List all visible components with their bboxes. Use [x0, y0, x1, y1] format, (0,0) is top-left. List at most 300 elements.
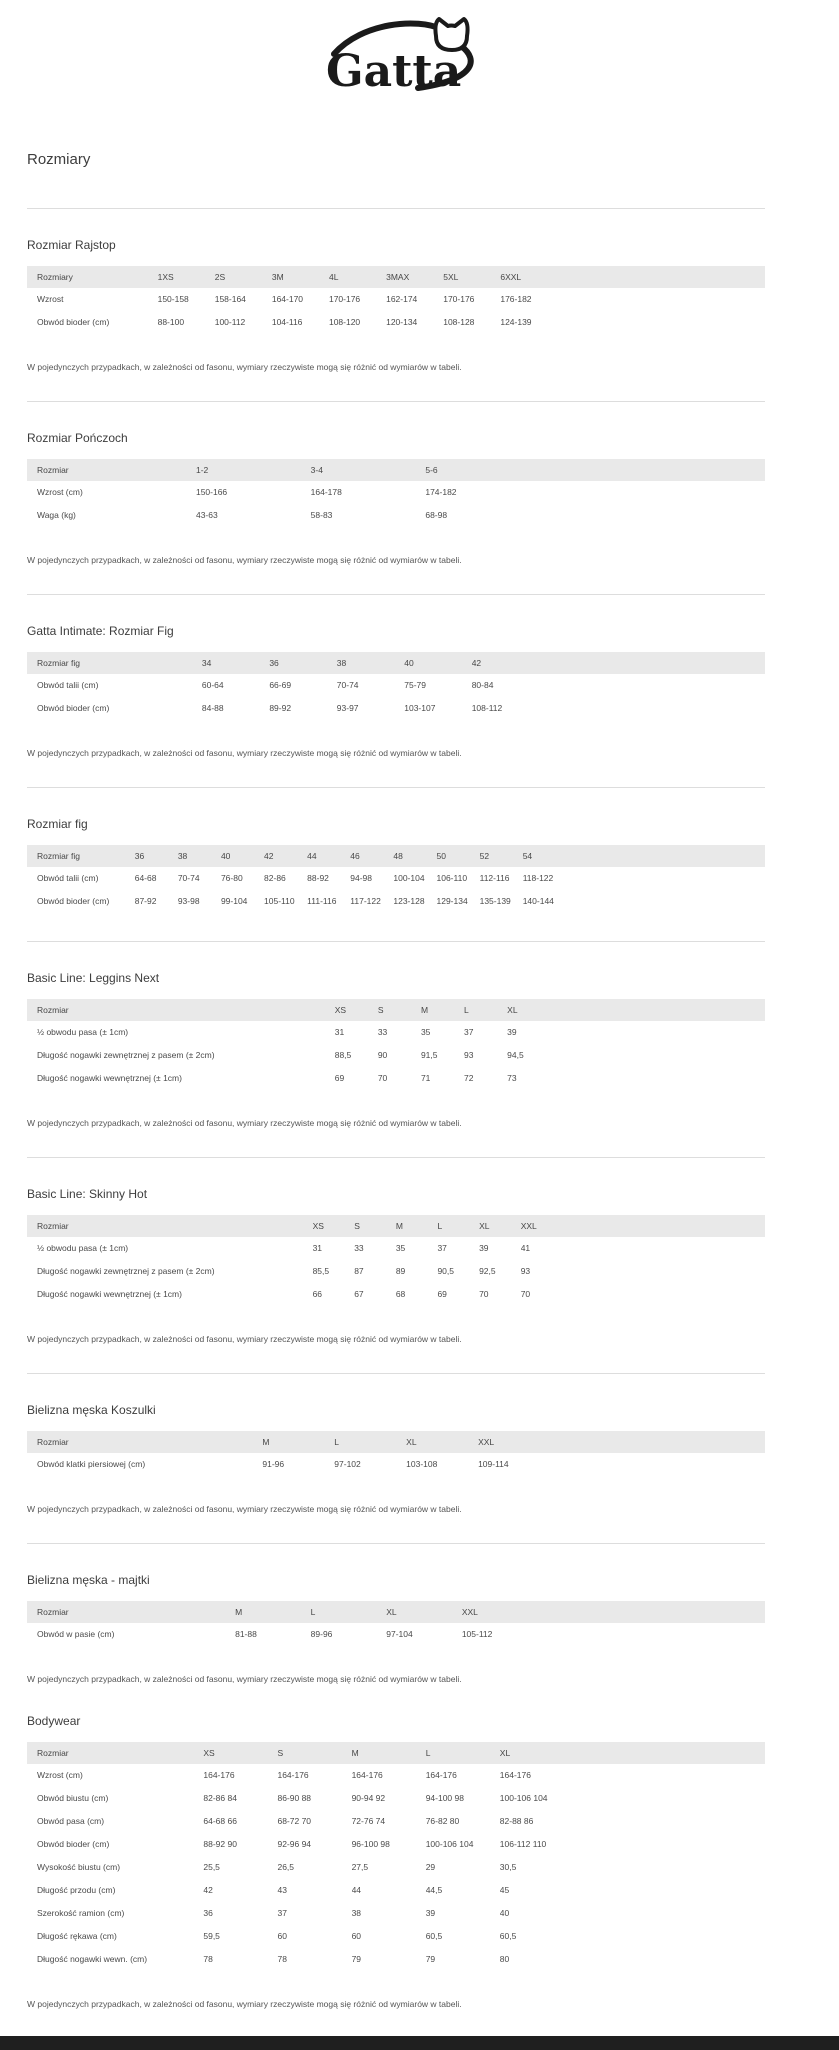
cell-value: 66 — [312, 1289, 323, 1299]
column-header: M — [262, 1431, 334, 1453]
cell-value: 90 — [377, 1050, 388, 1060]
cell-value: 79 — [351, 1954, 362, 1964]
table-row — [27, 674, 765, 697]
cell-value: 27,5 — [351, 1862, 369, 1872]
cell-value: 70 — [377, 1073, 388, 1083]
cell-value: 68-72 70 — [277, 1816, 312, 1826]
filler-cell — [574, 1902, 765, 1925]
cell-value: 135-139 — [479, 896, 511, 906]
column-header: S — [378, 999, 421, 1021]
cell-value: 82-86 — [264, 873, 286, 883]
section-heading: Bielizna męska Koszulki — [27, 1403, 156, 1417]
cell-value: 44,5 — [425, 1885, 443, 1895]
cell-value: 66-69 — [269, 680, 292, 690]
section-divider — [27, 787, 765, 788]
column-header: 46 — [350, 845, 393, 867]
cell-value: 162-174 — [386, 294, 418, 304]
column-header: 36 — [135, 845, 178, 867]
cell-value: 42 — [203, 1885, 213, 1895]
size-table — [27, 459, 765, 527]
cell-value: 60,5 — [425, 1931, 443, 1941]
row-label: Obwód talii (cm) — [37, 680, 99, 690]
table-row — [27, 1067, 765, 1090]
column-header: Rozmiar — [27, 1601, 235, 1623]
cell-value: 117-122 — [350, 896, 381, 906]
filler-cell — [562, 1260, 765, 1283]
cell-value: 92,5 — [479, 1266, 496, 1276]
table-note: W pojedynczych przypadkach, w zależności od fasonu, wymiary rzeczywiste mogą się różnić od wymiarów w tabeli. — [27, 362, 462, 372]
section-heading: Rozmiar fig — [27, 817, 88, 831]
cell-value: 93-98 — [177, 896, 200, 906]
cell-value: 78 — [203, 1954, 213, 1964]
section-divider — [27, 941, 765, 942]
gatta-logo — [300, 14, 490, 100]
table-row — [27, 1856, 765, 1879]
size-section — [27, 1404, 765, 1515]
table-header-row — [27, 1742, 765, 1764]
column-header: L — [311, 1601, 387, 1623]
filler-cell — [550, 999, 765, 1021]
section-heading: Rozmiar Pończoch — [27, 431, 128, 445]
cell-value: 100-104 — [393, 873, 425, 883]
size-section — [27, 1715, 765, 2010]
cell-value: 164-178 — [310, 487, 342, 497]
section-divider — [27, 1157, 765, 1158]
cell-value: 31 — [334, 1027, 345, 1037]
filler-cell — [550, 1431, 765, 1453]
size-section — [27, 432, 765, 566]
section-heading: Gatta Intimate: Rozmiar Fig — [27, 624, 174, 638]
size-section — [27, 1574, 765, 1685]
cell-value: 39 — [479, 1243, 489, 1253]
cell-value: 89 — [395, 1266, 406, 1276]
cell-value: 164-170 — [271, 294, 304, 304]
table-note: W pojedynczych przypadkach, w zależności od fasonu, wymiary rzeczywiste mogą się różnić od wymiarów w tabeli. — [27, 1504, 462, 1514]
table-row — [27, 1810, 765, 1833]
row-label: Długość nogawki zewnętrznej z pasem (± 2cm) — [37, 1266, 215, 1276]
cell-value: 93 — [520, 1266, 531, 1276]
logo-wordmark: Gatta — [325, 46, 461, 97]
column-header: 5-6 — [425, 459, 540, 481]
row-label: Obwód bioder (cm) — [37, 317, 110, 327]
cell-value: 84-88 — [201, 703, 224, 713]
cell-value: 92-96 94 — [277, 1839, 312, 1849]
table-row — [27, 1237, 765, 1260]
page-title: Rozmiary — [27, 151, 91, 168]
cell-value: 60-64 — [201, 680, 224, 690]
cell-value: 88-100 — [157, 317, 185, 327]
cell-value: 150-166 — [195, 487, 228, 497]
column-header: M — [421, 999, 464, 1021]
cell-value: 30,5 — [499, 1862, 517, 1872]
table-row — [27, 1453, 765, 1476]
cell-value: 174-182 — [425, 487, 457, 497]
filler-cell — [539, 697, 765, 720]
column-header: M — [235, 1601, 311, 1623]
column-header: 3M — [272, 266, 329, 288]
cell-value: 70-74 — [177, 873, 200, 883]
cell-value: 76-80 — [220, 873, 243, 883]
column-header: 52 — [480, 845, 523, 867]
cell-value: 58-83 — [310, 510, 333, 520]
section-heading: Basic Line: Leggins Next — [27, 971, 160, 985]
row-label: Długość nogawki zewnętrznej z pasem (± 2cm) — [37, 1050, 215, 1060]
column-header: 44 — [307, 845, 350, 867]
cell-value: 71 — [420, 1073, 431, 1083]
cell-value: 37 — [277, 1908, 287, 1918]
filler-cell — [540, 459, 765, 481]
cell-value: 85,5 — [312, 1266, 330, 1276]
cell-value: 39 — [425, 1908, 436, 1918]
cell-value: 67 — [354, 1289, 364, 1299]
cell-value: 68 — [395, 1289, 406, 1299]
cell-value: 112-116 — [479, 873, 510, 883]
table-row — [27, 1879, 765, 1902]
column-header: 1-2 — [196, 459, 311, 481]
filler-cell — [574, 1948, 765, 1971]
cell-value: 72 — [464, 1073, 474, 1083]
column-header: 40 — [404, 652, 471, 674]
footer-bar — [0, 2036, 839, 2050]
column-header: 34 — [202, 652, 269, 674]
row-label: ½ obwodu pasa (± 1cm) — [37, 1243, 129, 1253]
table-row — [27, 1833, 765, 1856]
section-heading: Rozmiar Rajstop — [27, 238, 116, 252]
cell-value: 97-102 — [334, 1459, 361, 1469]
cell-value: 100-106 104 — [425, 1839, 474, 1849]
filler-cell — [540, 481, 765, 504]
filler-cell — [550, 1021, 765, 1044]
section-heading: Bodywear — [27, 1714, 81, 1728]
cell-value: 80-84 — [471, 680, 494, 690]
cell-value: 105-110 — [264, 896, 295, 906]
cell-value: 97-104 — [386, 1629, 413, 1639]
row-label: Waga (kg) — [37, 510, 76, 520]
table-header-row — [27, 1431, 765, 1453]
cell-value: 103-108 — [406, 1459, 438, 1469]
column-header: L — [334, 1431, 406, 1453]
size-table — [27, 1215, 765, 1306]
filler-cell — [574, 1879, 765, 1902]
table-header-row — [27, 652, 765, 674]
cell-value: 158-164 — [214, 294, 246, 304]
cell-value: 43-63 — [195, 510, 218, 520]
table-row — [27, 1787, 765, 1810]
row-label: Długość rękawa (cm) — [37, 1931, 117, 1941]
column-header: 6XXL — [500, 266, 557, 288]
cell-value: 170-176 — [328, 294, 361, 304]
cell-value: 88-92 90 — [203, 1839, 237, 1849]
column-header: L — [426, 1742, 500, 1764]
cell-value: 106-110 — [436, 873, 468, 883]
sections — [27, 239, 765, 2010]
filler-cell — [566, 845, 765, 867]
cell-value: 29 — [425, 1862, 436, 1872]
cell-value: 90-94 92 — [351, 1793, 386, 1803]
column-header: 1XS — [158, 266, 215, 288]
cell-value: 93-97 — [336, 703, 359, 713]
filler-cell — [537, 1601, 765, 1623]
column-header: Rozmiary — [27, 266, 158, 288]
column-header: 54 — [523, 845, 566, 867]
row-label: Wzrost (cm) — [37, 487, 83, 497]
column-header: 2S — [215, 266, 272, 288]
size-section — [27, 239, 765, 373]
column-header: 36 — [269, 652, 336, 674]
cell-value: 94,5 — [507, 1050, 524, 1060]
cell-value: 124-139 — [500, 317, 532, 327]
table-header-row — [27, 845, 765, 867]
column-header: Rozmiar — [27, 999, 335, 1021]
cell-value: 88-92 — [307, 873, 329, 883]
table-row — [27, 288, 765, 311]
cell-value: 164-176 — [351, 1770, 383, 1780]
cell-value: 164-176 — [425, 1770, 457, 1780]
cell-value: 109-114 — [478, 1459, 509, 1469]
row-label: Obwód biustu (cm) — [37, 1793, 109, 1803]
column-header: XL — [406, 1431, 478, 1453]
filler-cell — [566, 890, 765, 913]
cell-value: 37 — [437, 1243, 447, 1253]
table-header-row — [27, 1601, 765, 1623]
table-header-row — [27, 266, 765, 288]
top-divider — [27, 208, 765, 209]
table-row — [27, 1764, 765, 1787]
cell-value: 45 — [499, 1885, 510, 1895]
size-table — [27, 999, 765, 1090]
column-header: Rozmiar — [27, 1215, 313, 1237]
cell-value: 104-116 — [271, 317, 303, 327]
filler-cell — [537, 1623, 765, 1646]
column-header: XXL — [521, 1215, 563, 1237]
column-header: 4L — [329, 266, 386, 288]
cell-value: 86-90 88 — [277, 1793, 312, 1803]
table-row — [27, 1902, 765, 1925]
table-note: W pojedynczych przypadkach, w zależności od fasonu, wymiary rzeczywiste mogą się różnić od wymiarów w tabeli. — [27, 1999, 462, 2009]
cell-value: 80 — [499, 1954, 510, 1964]
cell-value: 82-86 84 — [203, 1793, 237, 1803]
column-header: 40 — [221, 845, 264, 867]
cell-value: 31 — [312, 1243, 323, 1253]
filler-cell — [550, 1044, 765, 1067]
table-note: W pojedynczych przypadkach, w zależności od fasonu, wymiary rzeczywiste mogą się różnić od wymiarów w tabeli. — [27, 748, 462, 758]
row-label: Długość przodu (cm) — [37, 1885, 116, 1895]
cell-value: 79 — [425, 1954, 436, 1964]
cell-value: 82-88 86 — [499, 1816, 534, 1826]
row-label: Wzrost — [37, 294, 64, 304]
section-divider — [27, 594, 765, 595]
row-label: Obwód talii (cm) — [37, 873, 99, 883]
filler-cell — [539, 674, 765, 697]
size-section — [27, 972, 765, 1129]
cell-value: 38 — [351, 1908, 362, 1918]
cell-value: 94-98 — [350, 873, 373, 883]
cell-value: 64-68 66 — [203, 1816, 237, 1826]
cell-value: 33 — [354, 1243, 364, 1253]
filler-cell — [557, 288, 765, 311]
column-header: XL — [479, 1215, 521, 1237]
filler-cell — [574, 1742, 765, 1764]
size-table — [27, 1601, 765, 1646]
column-header: S — [277, 1742, 351, 1764]
cell-value: 164-176 — [277, 1770, 309, 1780]
cell-value: 164-176 — [203, 1770, 235, 1780]
cell-value: 76-82 80 — [425, 1816, 460, 1826]
table-note: W pojedynczych przypadkach, w zależności od fasonu, wymiary rzeczywiste mogą się różnić od wymiarów w tabeli. — [27, 555, 462, 565]
column-header: XL — [500, 1742, 574, 1764]
row-label: Obwód bioder (cm) — [37, 703, 110, 713]
cell-value: 36 — [203, 1908, 213, 1918]
cell-value: 176-182 — [500, 294, 532, 304]
row-label: Obwód w pasie (cm) — [37, 1629, 115, 1639]
row-label: Obwód bioder (cm) — [37, 1839, 110, 1849]
filler-cell — [574, 1925, 765, 1948]
cell-value: 37 — [464, 1027, 474, 1037]
content — [27, 151, 765, 2010]
row-label: Wysokość biustu (cm) — [37, 1862, 121, 1872]
filler-cell — [574, 1833, 765, 1856]
table-note: W pojedynczych przypadkach, w zależności od fasonu, wymiary rzeczywiste mogą się różnić od wymiarów w tabeli. — [27, 1118, 462, 1128]
column-header: XS — [203, 1742, 277, 1764]
cell-value: 99-104 — [220, 896, 248, 906]
table-row — [27, 1044, 765, 1067]
row-label: Szerokość ramion (cm) — [37, 1908, 125, 1918]
cell-value: 40 — [499, 1908, 510, 1918]
table-row — [27, 481, 765, 504]
cell-value: 25,5 — [203, 1862, 220, 1872]
filler-cell — [557, 311, 765, 334]
cell-value: 89-96 — [310, 1629, 333, 1639]
filler-cell — [574, 1787, 765, 1810]
column-header: Rozmiar — [27, 1431, 262, 1453]
row-label: ½ obwodu pasa (± 1cm) — [37, 1027, 129, 1037]
cell-value: 59,5 — [203, 1931, 220, 1941]
cell-value: 87-92 — [134, 896, 157, 906]
column-header: Rozmiar — [27, 459, 196, 481]
cell-value: 100-112 — [214, 317, 246, 327]
cell-value: 35 — [420, 1027, 431, 1037]
row-label: Długość nogawki wewnętrznej (± 1cm) — [37, 1073, 182, 1083]
cell-value: 87 — [354, 1266, 364, 1276]
cell-value: 64-68 — [134, 873, 157, 883]
column-header: 38 — [337, 652, 404, 674]
cell-value: 123-128 — [393, 896, 425, 906]
cell-value: 26,5 — [277, 1862, 295, 1872]
cell-value: 72-76 74 — [351, 1816, 386, 1826]
column-header: M — [352, 1742, 426, 1764]
cell-value: 108-120 — [328, 317, 361, 327]
column-header: 48 — [393, 845, 436, 867]
row-label: Wzrost (cm) — [37, 1770, 83, 1780]
column-header: XXL — [462, 1601, 538, 1623]
cell-value: 111-116 — [307, 896, 337, 906]
column-header: Rozmiar — [27, 1742, 203, 1764]
column-header: L — [464, 999, 507, 1021]
cell-value: 39 — [507, 1027, 517, 1037]
size-section — [27, 625, 765, 759]
size-table — [27, 845, 765, 913]
cell-value: 69 — [334, 1073, 345, 1083]
cell-value: 140-144 — [522, 896, 554, 906]
row-label: Obwód bioder (cm) — [37, 896, 110, 906]
cell-value: 33 — [377, 1027, 388, 1037]
cell-value: 60,5 — [499, 1931, 517, 1941]
cell-value: 118-122 — [522, 873, 554, 883]
filler-cell — [540, 504, 765, 527]
cell-value: 96-100 98 — [351, 1839, 390, 1849]
table-row — [27, 867, 765, 890]
cell-value: 91,5 — [420, 1050, 438, 1060]
cell-value: 94-100 98 — [425, 1793, 464, 1803]
cell-value: 70 — [479, 1289, 489, 1299]
row-label: Długość nogawki wewn. (cm) — [37, 1954, 148, 1964]
table-row — [27, 504, 765, 527]
column-header: 3MAX — [386, 266, 443, 288]
column-header: XL — [507, 999, 550, 1021]
column-header: XL — [386, 1601, 462, 1623]
filler-cell — [539, 652, 765, 674]
filler-cell — [574, 1810, 765, 1833]
cell-value: 164-176 — [499, 1770, 531, 1780]
cell-value: 75-79 — [404, 680, 426, 690]
size-table — [27, 1431, 765, 1476]
cell-value: 60 — [351, 1931, 362, 1941]
row-label: Obwód klatki piersiowej (cm) — [37, 1459, 146, 1469]
table-row — [27, 1623, 765, 1646]
cell-value: 103-107 — [404, 703, 436, 713]
column-header: XS — [313, 1215, 355, 1237]
filler-cell — [566, 867, 765, 890]
table-row — [27, 890, 765, 913]
cell-value: 91-96 — [262, 1459, 285, 1469]
filler-cell — [550, 1453, 765, 1476]
cell-value: 68-98 — [425, 510, 448, 520]
cell-value: 90,5 — [437, 1266, 454, 1276]
column-header: Rozmiar fig — [27, 845, 135, 867]
column-header: 3-4 — [311, 459, 426, 481]
cell-value: 108-128 — [443, 317, 475, 327]
cell-value: 69 — [437, 1289, 447, 1299]
cell-value: 88,5 — [334, 1050, 352, 1060]
filler-cell — [562, 1237, 765, 1260]
filler-cell — [562, 1283, 765, 1306]
cell-value: 89-92 — [269, 703, 292, 713]
cell-value: 129-134 — [436, 896, 468, 906]
column-header: 38 — [178, 845, 221, 867]
filler-cell — [550, 1067, 765, 1090]
table-row — [27, 697, 765, 720]
cell-value: 60 — [277, 1931, 287, 1941]
table-row — [27, 1283, 765, 1306]
section-heading: Basic Line: Skinny Hot — [27, 1187, 148, 1201]
column-header: XS — [335, 999, 378, 1021]
cell-value: 81-88 — [235, 1629, 257, 1639]
cell-value: 70-74 — [336, 680, 359, 690]
cell-value: 41 — [520, 1243, 531, 1253]
cell-value: 100-106 104 — [499, 1793, 548, 1803]
size-table — [27, 266, 765, 334]
column-header: 5XL — [443, 266, 500, 288]
size-section — [27, 1188, 765, 1345]
column-header: 42 — [264, 845, 307, 867]
size-section — [27, 818, 765, 913]
cell-value: 150-158 — [157, 294, 189, 304]
column-header: Rozmiar fig — [27, 652, 202, 674]
filler-cell — [557, 266, 765, 288]
size-table — [27, 652, 765, 720]
table-header-row — [27, 999, 765, 1021]
table-row — [27, 1260, 765, 1283]
